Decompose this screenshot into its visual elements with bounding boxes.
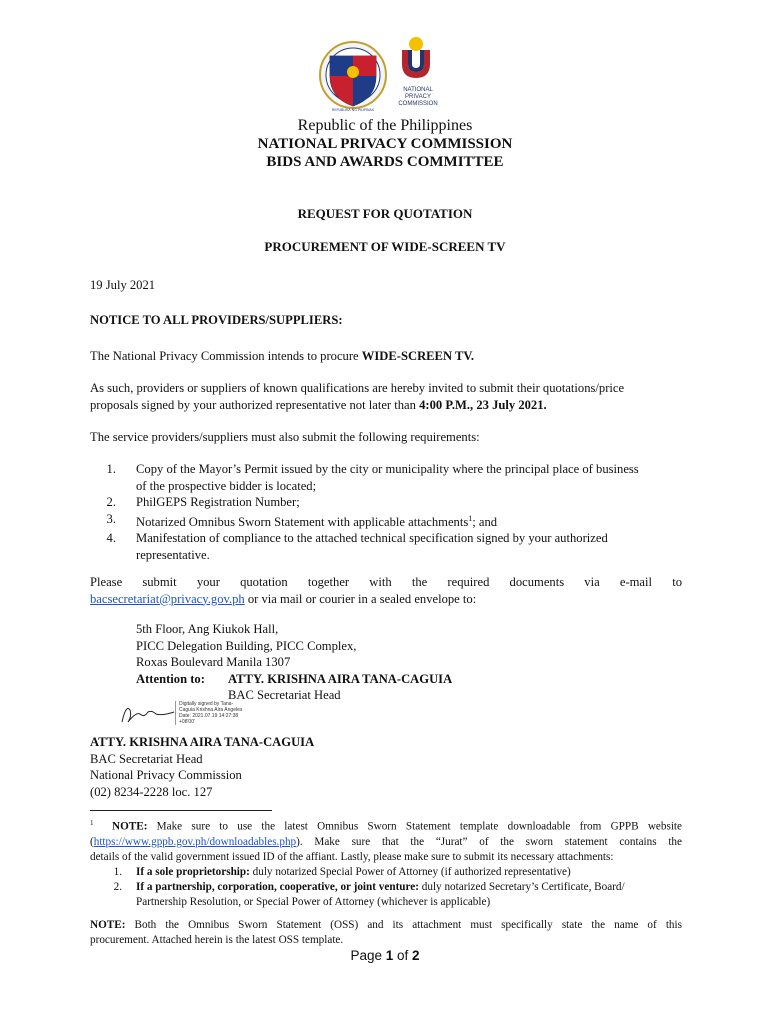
doc-title: REQUEST FOR QUOTATION bbox=[297, 206, 473, 221]
footnote: $^1$ NOTE: Make sure to use the latest Omnibus Sworn Statement template downloadable from GPPB website (https://www.gppb.gov.ph/downloadables.php). Make sure that the “Jurat” of the sworn statement contains the details of the valid government issued ID of the affiant. Lastly, please make sure to submit its necessary attachments: 1. If a sole proprietorship: duly notarized Special Power of Attorney (if authorized representative) 2. If a partnership, corporation, cooperative, or joint venture: duly notarized Secretary’s Certificate, Board/ Partnership Resolution, or Special Power of Attorney (whichever is applicable) bbox=[90, 819, 683, 908]
digital-signature-stamp: Digitally signed by Tana- Caguia Krishna Aira Angeles Date: 2021.07.19 14:27:38 +08'00' bbox=[175, 701, 242, 725]
date: 19 July 2021 bbox=[90, 278, 156, 292]
requirements-intro: The service providers/suppliers must also submit the following requirements: bbox=[90, 430, 480, 444]
address-block: 5th Floor, Ang Kiukok Hall, PICC Delegation Building, PICC Complex, Roxas Boulevard Manila 1307 Attention to: ATTY. KRISHNA AIRA TANA-CAGUIA BAC Secretariat Head bbox=[136, 622, 453, 702]
npc-logo-text: NATIONAL PRIVACY COMMISSION bbox=[398, 87, 438, 107]
oss-note: NOTE: Both the Omnibus Sworn Statement (OSS) and its attachment must specifically state the name of this procurement. Attached herein is the latest OSS template. bbox=[90, 919, 682, 946]
submit-paragraph: Please submit your quotation together with the required documents via e-mail to bacsecretariat@privacy.gov.ph or via mail or courier in a sealed envelope to: bbox=[90, 575, 682, 606]
footnote-ref[interactable]: 1 bbox=[468, 513, 473, 523]
list-item: 2. If a partnership, corporation, cooperative, or joint venture: duly notarized Secretary’s Certificate, Board/ Partnership Resolution, or Special Power of Attorney (whichever is applicable) bbox=[113, 880, 625, 908]
email-link[interactable]: bacsecretariat@privacy.gov.ph bbox=[90, 591, 245, 606]
header-committee: BIDS AND AWARDS COMMITTEE bbox=[266, 154, 504, 170]
header-commission: NATIONAL PRIVACY COMMISSION bbox=[257, 136, 513, 152]
list-item: 2. PhilGEPS Registration Number; bbox=[106, 495, 300, 509]
footnote-divider bbox=[90, 810, 272, 811]
header-republic: Republic of the Philippines bbox=[297, 117, 473, 134]
list-item: 3. Notarized Omnibus Sworn Statement with applicable attachments$^1$; and bbox=[106, 511, 498, 529]
invite-paragraph: As such, providers or suppliers of known qualifications are hereby invited to submit their quotations/price proposals signed by your authorized representative not later than 4:00 P.M., 23 July 2021. bbox=[90, 381, 625, 412]
svg-text:REPUBLIKA NG PILIPINAS: REPUBLIKA NG PILIPINAS bbox=[331, 108, 375, 112]
gppb-link[interactable]: https://www.gppb.gov.ph/downloadables.php bbox=[93, 835, 297, 848]
requirements-list bbox=[90, 461, 682, 563]
logo-area bbox=[318, 34, 468, 116]
page-indicator: Page 1 of 2 bbox=[350, 948, 420, 963]
signature-icon bbox=[118, 700, 178, 728]
doc-subtitle: PROCUREMENT OF WIDE-SCREEN TV bbox=[264, 239, 506, 254]
philippine-seal-icon bbox=[318, 36, 388, 114]
list-item: 1. Copy of the Mayor’s Permit issued by the city or municipality where the principal place of business of the prospective bidder is located; bbox=[106, 462, 639, 493]
notice-heading: NOTICE TO ALL PROVIDERS/SUPPLIERS: bbox=[90, 313, 343, 327]
list-item: 4. Manifestation of compliance to the attached technical specification signed by your authorized representative. bbox=[106, 531, 608, 562]
signatory-block: ATTY. KRISHNA AIRA TANA-CAGUIA BAC Secretariat Head National Privacy Commission (02) 8234-2228 loc. 127 bbox=[90, 735, 315, 799]
list-item: 1. If a sole proprietorship: duly notarized Special Power of Attorney (if authorized representative) bbox=[113, 865, 571, 878]
npc-logo-icon bbox=[396, 34, 436, 84]
intro-paragraph: The National Privacy Commission intends to procure WIDE-SCREEN TV. bbox=[90, 349, 474, 363]
